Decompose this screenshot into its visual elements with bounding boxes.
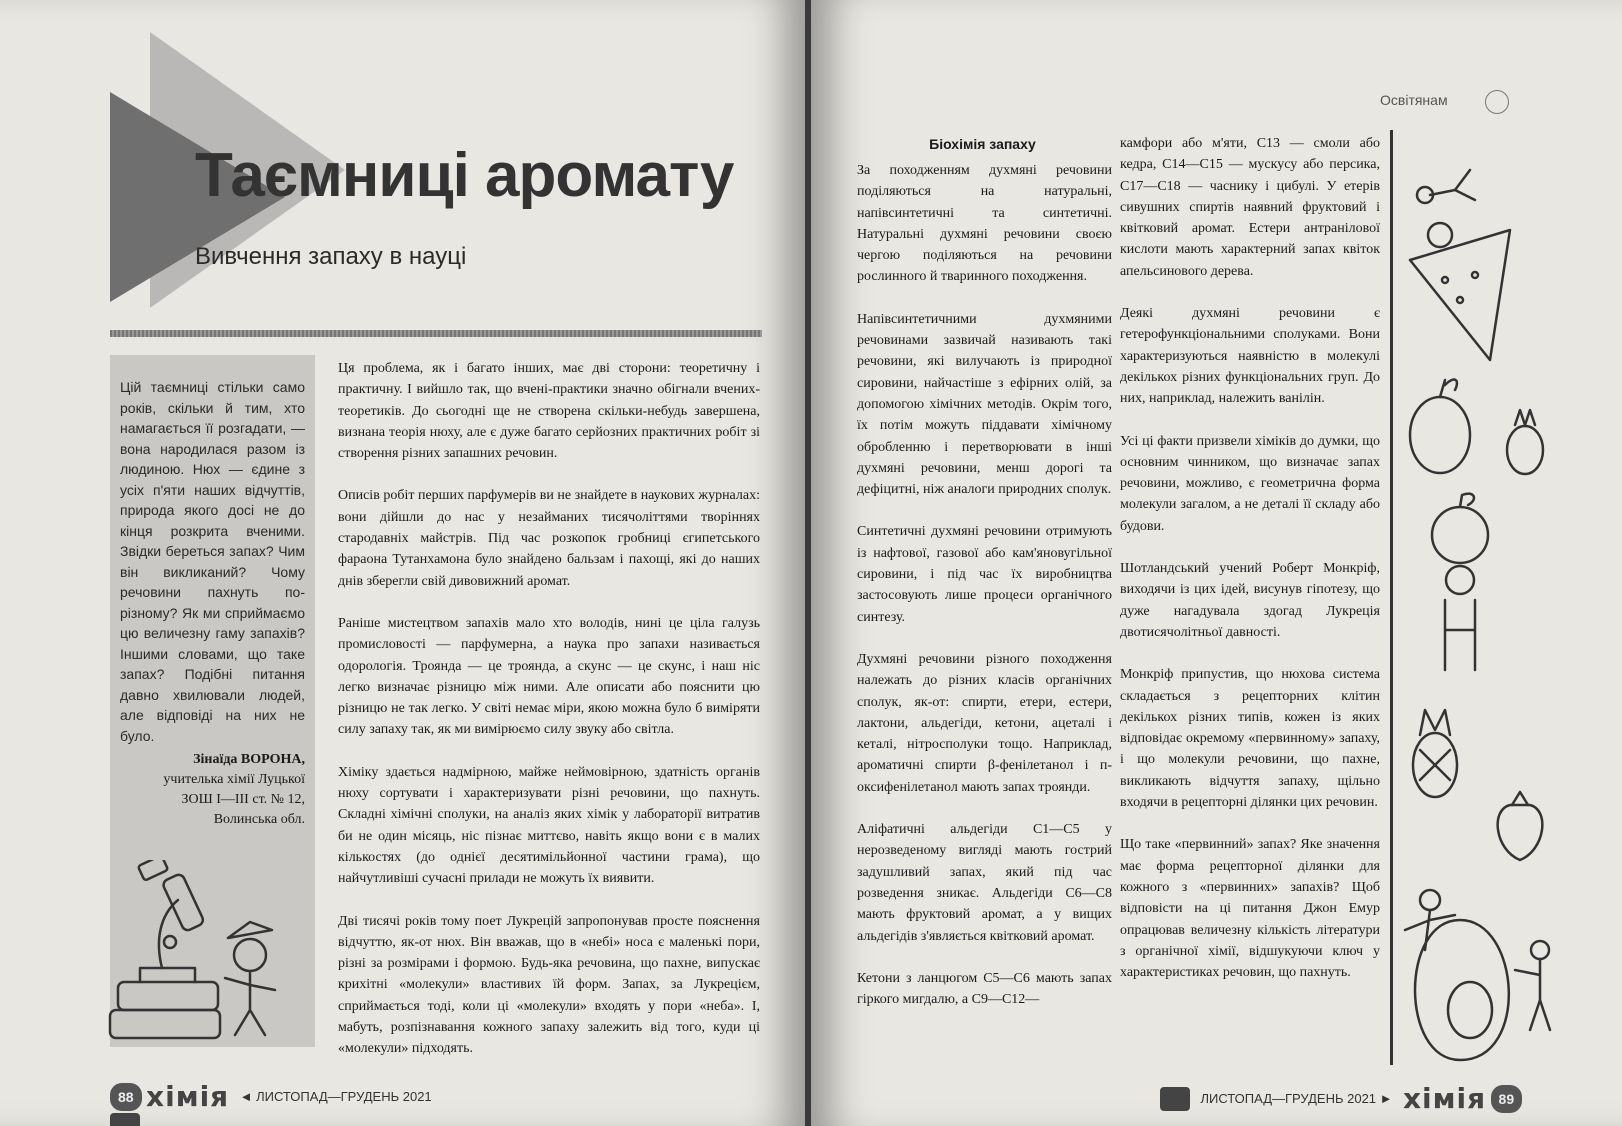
left-page [0, 0, 805, 1126]
paragraph: Раніше мистецтвом запахів мало хто володів, нині це ціла галузь промисловості — парфумерна, а наука про запахи називається одорологія. Троянда — це троянда, а скунс — це скунс, і наш ніс легко визначає різницю між ними. Але описати або пояснити цю різницю не так легко. У світі немає міри, якою можна було б виміряти силу запаху так, як ми вимірюємо силу звуку або світла. [338, 615, 760, 738]
left-article-column [338, 358, 760, 1081]
section-title: Біохімія запаху [929, 136, 1036, 152]
article-title: Таємниці аромату [195, 141, 734, 210]
left-footer [110, 1080, 470, 1114]
right-column-1 [857, 160, 1112, 1031]
issue-date: ЛИСТОПАД—ГРУДЕНЬ 2021 ► [1200, 1091, 1393, 1106]
section-brand: Освітянам [1380, 92, 1448, 108]
issue-date: ◄ ЛИСТОПАД—ГРУДЕНЬ 2021 [239, 1089, 432, 1104]
watermelon-icon [1410, 230, 1510, 360]
paragraph: Аліфатичні альдегіди C1—C5 у нерозведеному вигляді мають гострий задушливий запах, який під час розведення зникає. Альдегіди C6—C8 мають фруктовий аромат, а у вищих альдегідів з'являється квітковий аромат. [857, 822, 1112, 944]
author-block [120, 750, 305, 830]
paragraph: Напівсинтетичними духмяними речовинами зазвичай називають такі речовини, які вилучають із природної сировини, найчастіше з ефірних олій, за допомогою хімічних методів. Окрім того, їх потім можуть піддавати хімічному обробленню і перетворювати в інші духмяні речовини, менш дорогі та дефіцитні, ніж аналоги природних сполук. [857, 311, 1112, 498]
paragraph: Дві тисячі років тому поет Лукрецій запропонував просте пояснення відчуттю, як-от нюх. Він вважав, що в «небі» носа є маленькі пори, різні за розмірами і формою. Будь-яка речовина, що пахне, випускає крихітні «молекули» властивих їй форм. Запах, за Лукрецієм, сприймається тоді, коли ці «молекули» входять у пори «неба». І, мабуть, розпізнавання кожного запаху залежить від того, куди ці «молекули» підходять. [338, 913, 760, 1057]
strawberry-icon [1498, 805, 1543, 860]
paragraph: Усі ці факти призвели хіміків до думки, що основним чинником, що визначає запах речовини, можливо, є геометрична форма молекули загалом, а не деталі її складу або будови. [1120, 433, 1380, 534]
page-number: 88 [110, 1083, 142, 1111]
lemon-icon [1410, 397, 1470, 473]
paragraph: Що таке «первинний» запах? Яке значення має форма рецепторної ділянки для кожного з «первинних» запахів? Щоб відповісти на ці питання Джон Емур опрацював величезну кількість літератури з органічної хімії, відшукуючи ключ у характеристиках речовин, що пахнуть. [1120, 837, 1380, 981]
paragraph: Синтетичні духмяні речовини отримують із нафтової, газової або кам'яновугільної сировини, і під час їх виробництва застосовують лише процеси органічного синтезу. [857, 524, 1112, 625]
paragraph: Деякі духмяні речовини є гетерофункціональними сполуками. Вони характеризуються наявністю в молекулі декількох різних функціональних груп. До них, наприклад, належить ванілін. [1120, 306, 1380, 407]
flower-icon [1485, 90, 1509, 114]
article-subtitle: Вивчення запаху в науці [195, 243, 467, 270]
page-number: 89 [1491, 1085, 1523, 1113]
author-position: учителька хімії Луцької [163, 772, 305, 787]
paragraph: За походженням духмяні речовини поділяються на натуральні, напівсинтетичні та синтетичні. Натуральні духмяні речовини своєю чергою поділяються на речовини рослинного й тваринного походження. [857, 163, 1112, 285]
publisher-badge-icon [110, 1113, 140, 1126]
avocado-icon [1415, 920, 1509, 1060]
publisher-badge-icon [1160, 1087, 1190, 1111]
pineapple-icon [1507, 426, 1543, 474]
fruit-illustrations [1400, 160, 1570, 1070]
paragraph: Монкріф припустив, що нюхова система складається з рецепторних клітин декількох різних типів, кожен із яких відповідає окремому «первинному» запаху, і що молекули речовини, що пахне, викликають відчуття запаху, щільно входячи в рецепторні ділянки цих речовин. [1120, 667, 1380, 811]
paragraph: Ця проблема, як і багато інших, має дві сторони: теоретичну і практичну. І вийшло так, що вчені-практики значно обігнали вчених-теоретиків. До сьогодні ще не створена скільки-небудь завершена, визнана теорія нюху, але є дуже багато серйозних практичних робіт зі створення різних запашних речовин. [338, 361, 760, 462]
author-name: Зінаїда ВОРОНА, [193, 752, 305, 767]
paragraph: Описів робіт перших парфумерів ви не знайдете в наукових журналах: вони дійшли до нас у незайманих тисячоліттями творіннях стародавніх майстрів. Під час розкопок гробниці єгипетського фараона Тутанхамона було знайдено бальзам і пахощі, які до наших днів зберегли свій дивовижний аромат. [338, 488, 760, 589]
author-school: ЗОШ І—ІІІ ст. № 12, [181, 792, 305, 807]
paragraph: Шотландський учений Роберт Монкріф, виходячи із цих ідей, висунув гіпотезу, що дуже нагадувала здогад Лукреція двотисячолітньої давності. [1120, 561, 1380, 640]
right-footer [1160, 1082, 1530, 1116]
lead-text: Цій таємниці стільки само років, скільки й тим, хто намагається її розгадати, — вона народилася разом із людиною. Нюх — єдине з усіх п'яти наших відчуттів, природа якого досі не до кінця розкрита вченими. Звідки береться запах? Чим він викликаний? Чому речовини пахнуть по-різному? Як ми сприймаємо цю величезну гаму запахів? Іншими словами, що таке запах? Подібні питання давно хвилювали людей, але відповіді на них не було. [120, 379, 305, 744]
magazine-logo: хімія [146, 1080, 230, 1113]
title-rule [110, 330, 762, 337]
microscope-illustration [100, 860, 315, 1045]
magazine-logo: хімія [1402, 1082, 1487, 1115]
paragraph: Кетони з ланцюгом C5—C6 мають запах гіркого мигдалю, а C9—C12— [857, 970, 1112, 1008]
right-column-2 [1120, 133, 1380, 1004]
paragraph: Хіміку здається надмірною, майже неймовірною, здатність органів нюху сортувати і характеризувати різні речовини, що пахнуть. Складні хімічні сполуки, на аналіз яких хімік у лабораторії витратив би не один місяць, ніс пізнає миттєво, навіть якщо вони є в малих кількостях (до однієї десятимільйонної частини грама), що найчутливіші сучасні прилади не можуть їх виявити. [338, 764, 760, 887]
paragraph: камфори або м'яти, C13 — смоли або кедра, C14—C15 — мускусу або персика, C17—C18 — часнику і цибулі. У етерів сивушних спиртів наявний фруктовий і квітковий аромат. Естери антранілової кислоти мають характерний запах квіток апельсинового дерева. [1120, 136, 1380, 279]
paragraph: Духмяні речовини різного походження належать до різних класів органічних сполук, як-от: спирти, етери, естери, лактони, альдегіди, кетони, ацеталі і кеталі, нітросполуки тощо. Наприклад, ароматичні спирти β-фенілетанол і п-оксифенілетанол мають запах троянди. [857, 651, 1112, 795]
apple-icon [1432, 507, 1488, 563]
author-region: Волинська обл. [213, 812, 305, 827]
column-divider [1390, 130, 1393, 1065]
